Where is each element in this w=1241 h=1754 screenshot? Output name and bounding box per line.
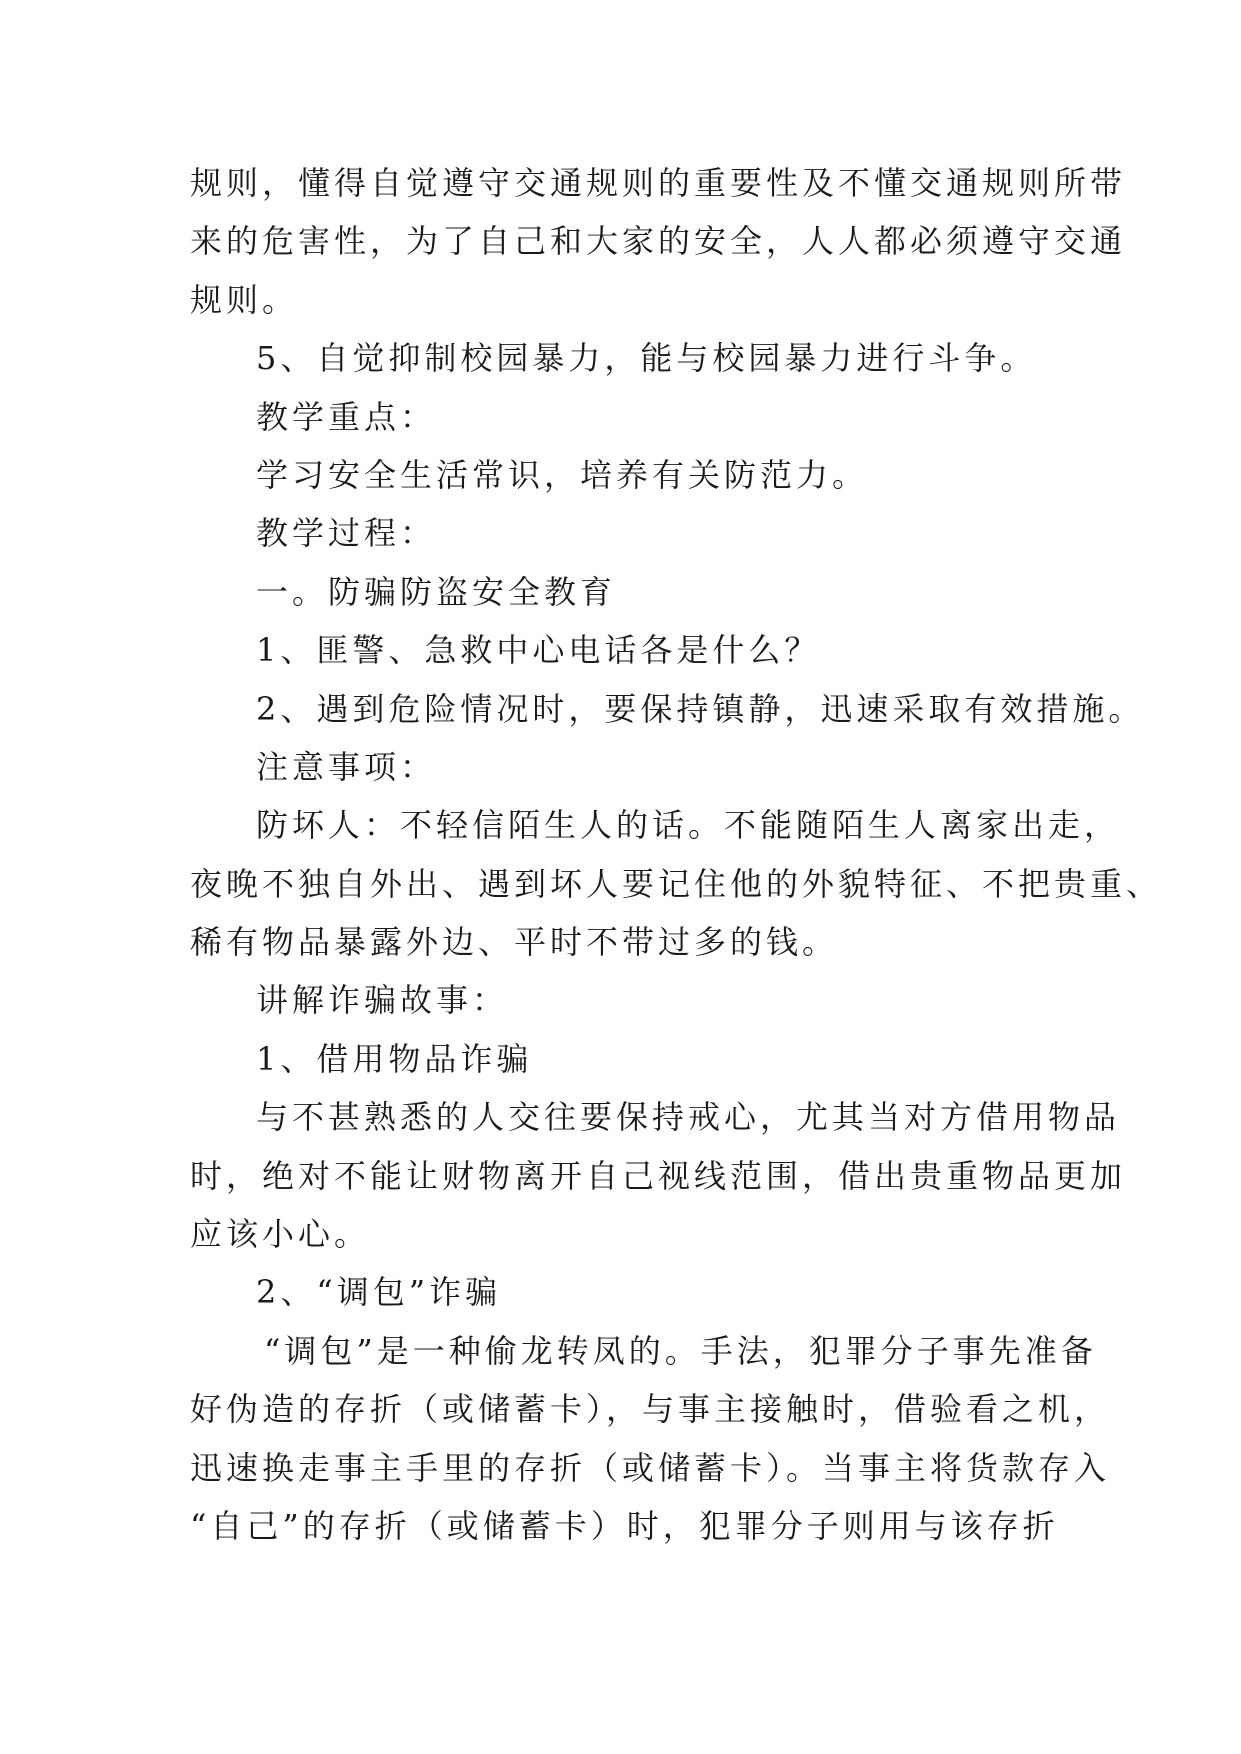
paragraph-line: “自己”的存折（或储蓄卡）时，犯罪分子则用与该存折: [190, 1506, 1059, 1545]
paragraph-line: 与不甚熟悉的人交往要保持戒心，尤其当对方借用物品: [256, 1098, 1121, 1137]
paragraph-line: 时，绝对不能让财物离开自己视线范围，借出贵重物品更加: [190, 1156, 1127, 1195]
paragraph-line: 稀有物品暴露外边、平时不带过多的钱。: [190, 923, 839, 962]
paragraph-line: 规则，懂得自觉遵守交通规则的重要性及不懂交通规则所带: [190, 164, 1127, 202]
paragraph-line: 来的危害性，为了自己和大家的安全，人人都必须遵守交通: [190, 222, 1127, 261]
list-item: 1、借用物品诈骗: [256, 1039, 533, 1078]
document-body: [190, 154, 1163, 1555]
section-heading: 讲解诈骗故事：: [256, 981, 509, 1020]
list-item: 2、遇到危险情况时，要保持镇静，迅速采取有效措施。: [256, 689, 1145, 728]
section-heading: 注意事项：: [256, 747, 437, 786]
list-item: 5、自觉抑制校园暴力，能与校园暴力进行斗争。: [256, 339, 1037, 378]
section-heading: 一。防骗防盗安全教育: [256, 572, 617, 611]
paragraph-line: 迅速换走事主手里的存折（或储蓄卡）。当事主将货款存入: [190, 1448, 1111, 1487]
paragraph-line: “调包”是一种偷龙转凤的。手法，犯罪分子事先准备: [264, 1331, 1097, 1370]
paragraph-line: 防坏人：不轻信陌生人的话。不能随陌生人离家出走，: [256, 806, 1121, 845]
paragraph-line: 应该小心。: [190, 1215, 371, 1254]
section-heading: 教学重点：: [256, 397, 437, 436]
paragraph-line: 好伪造的存折（或储蓄卡），与事主接触时，借验看之机，: [190, 1390, 1111, 1429]
paragraph-line: 夜晚不独自外出、遇到坏人要记住他的外貌特征、不把贵重、: [190, 864, 1163, 903]
section-heading: 教学过程：: [256, 514, 437, 553]
list-item: 1、匪警、急救中心电话各是什么？: [256, 631, 821, 670]
paragraph-line: 规则。: [190, 280, 299, 319]
paragraph-line: 学习安全生活常识，培养有关防范力。: [256, 455, 869, 494]
list-item: 2、“调包”诈骗: [256, 1273, 502, 1312]
